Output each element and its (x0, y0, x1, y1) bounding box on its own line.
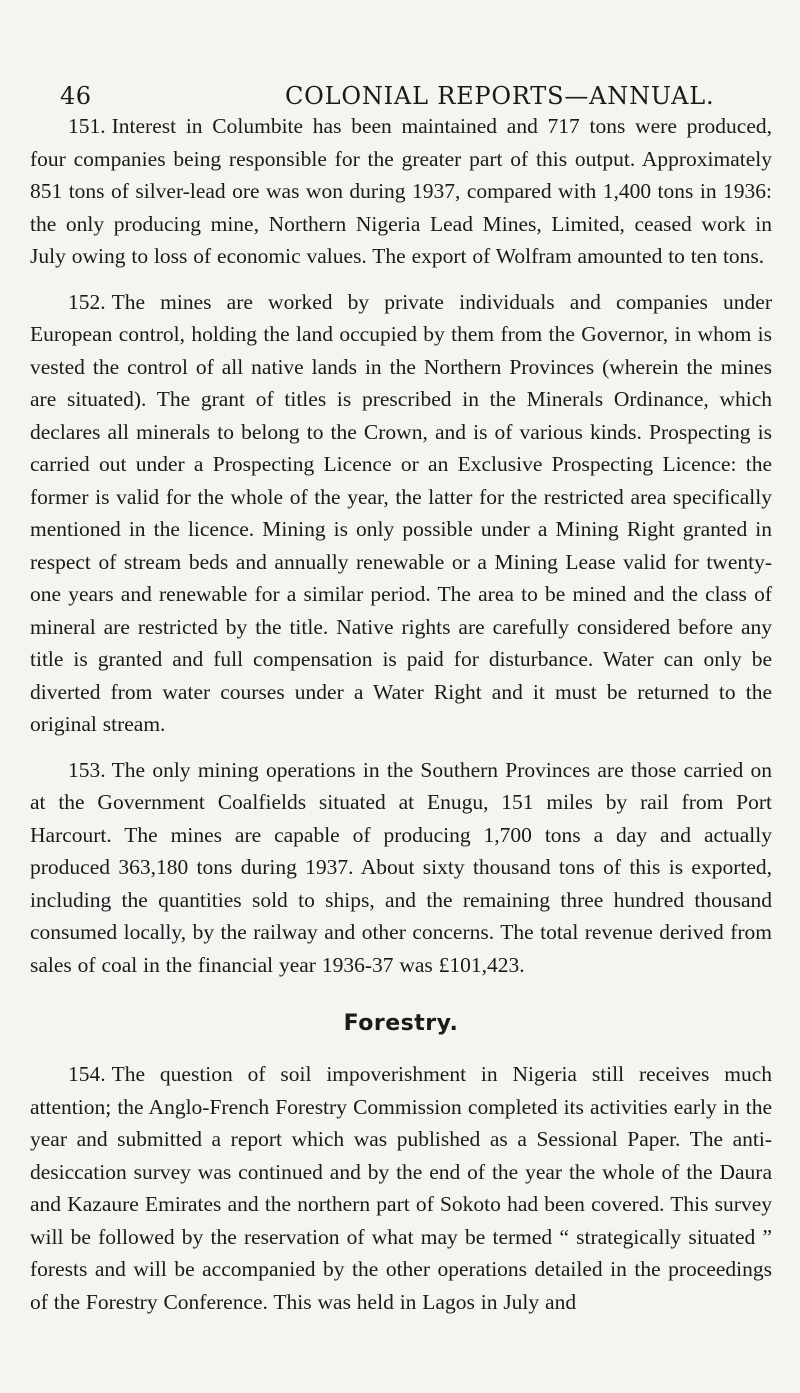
paragraph-151 (30, 110, 772, 273)
paragraph-text: Interest in Columbite has been maintained and 717 tons were produced, four companies being responsible for the greater part of this output. Approximately 851 tons of silver-lead ore was won during 1937, compared with 1,400 tons in 1936: the only producing mine, Northern Nigeria Lead Mines, Limited, ceased work in July owing to loss of economic values. The export of Wolfram amounted to ten tons. (30, 114, 772, 268)
body-text (30, 110, 772, 1318)
paragraph-number: 154. (68, 1062, 106, 1086)
paragraph-152 (30, 286, 772, 741)
paragraph-text: The mines are worked by private individuals and companies under European control, holding the land occupied by them from the Governor, in whom is vested the control of all native lands in the Northern Provinces (wherein the mines are situated). The grant of titles is prescribed in the Minerals Ordinance, which declares all minerals to belong to the Crown, and is of various kinds. Prospecting is carried out under a Prospecting Licence or an Exclusive Prospecting Licence: the former is valid for the whole of the year, the latter for the restricted area specifically mentioned in the licence. Mining is only possible under a Mining Right granted in respect of stream beds and annually renewable or a Mining Lease valid for twenty-one years and renewable for a similar period. The area to be mined and the class of mineral are restricted by the title. Native rights are carefully considered before any title is granted and full compensation is paid for disturbance. Water can only be diverted from water courses under a Water Right and it must be returned to the original stream. (30, 289, 772, 736)
paragraph-number: 153. (68, 757, 106, 782)
paragraph-153 (30, 754, 772, 982)
paragraph-text: The question of soil impoverishment in Nigeria still receives much attention; the Anglo-French Forestry Commission completed its activities early in the year and submitted a report which was published as a Sessional Paper. The anti-desiccation survey was continued and by the end of the year the whole of the Daura and Kazaure Emirates and the northern part of Sokoto had been covered. This survey will be followed by the reservation of what may be termed “ strategically situated ” forests and will be accompanied by the other operations detailed in the proceedings of the Forestry Conference. This was held in Lagos in July and (30, 1062, 772, 1314)
running-title: COLONIAL REPORTS—ANNUAL. (285, 82, 715, 110)
paragraph-text: The only mining operations in the Southern Provinces are those carried on at the Government Coalfields situated at Enugu, 151 miles by rail from Port Harcourt. The mines are capable of producing 1,700 tons a day and actually produced 363,180 tons during 1937. About sixty thousand tons of this is exported, including the quantities sold to ships, and the remaining three hundred thousand consumed locally, by the railway and other concerns. The total revenue derived from sales of coal in the financial year 1936-37 was £101,423. (30, 757, 772, 977)
paragraph-number: 152. (68, 289, 106, 314)
page-number: 46 (60, 82, 92, 110)
running-header (30, 0, 772, 110)
paragraph-154 (30, 1058, 772, 1318)
paragraph-number: 151. (68, 114, 106, 138)
section-heading-forestry: Forestry. (343, 1011, 459, 1036)
